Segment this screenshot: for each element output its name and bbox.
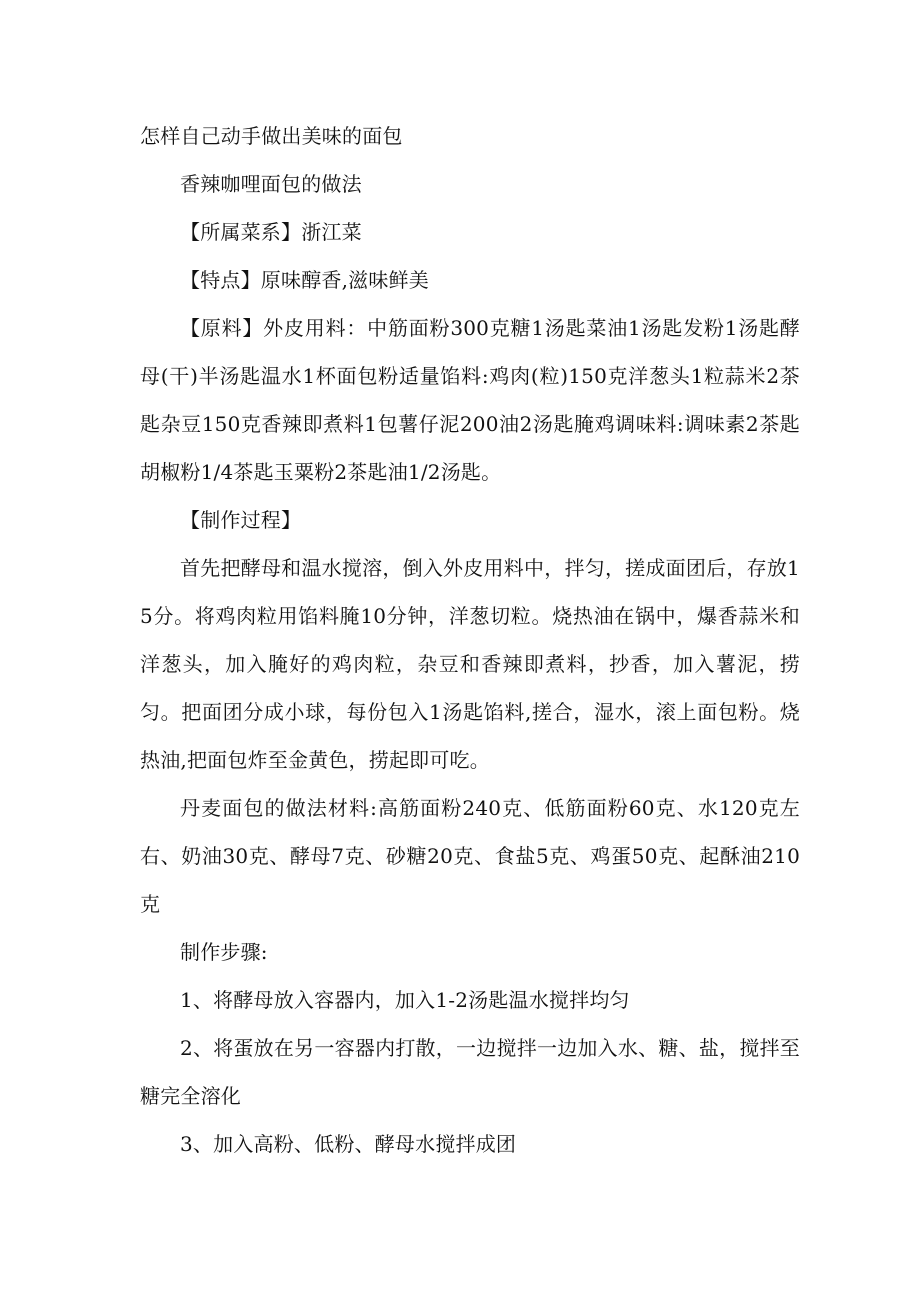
step-2: 2、将蛋放在另一容器内打散，一边搅拌一边加入水、糖、盐，搅拌至糖完全溶化 [140,1036,800,1108]
step-3: 3、加入高粉、低粉、酵母水搅拌成团 [180,1132,517,1156]
steps-heading: 制作步骤: [180,940,268,964]
danish-bread-materials: 丹麦面包的做法材料:高筋面粉240克、低筋面粉60克、水120克左右、奶油30克、酵母7克、砂糖20克、食盐5克、鸡蛋50克、起酥油210克 [140,796,800,916]
document-content [140,112,800,1168]
process-paragraph: 首先把酵母和温水搅溶，倒入外皮用料中，拌匀，搓成面团后，存放15分。将鸡肉粒用馅料腌10分钟，洋葱切粒。烧热油在锅中，爆香蒜米和洋葱头，加入腌好的鸡肉粒，杂豆和香辣即煮料，抄香，加入薯泥，捞匀。把面团分成小球，每份包入1汤匙馅料,搓合，湿水，滚上面包粉。烧热油,把面包炸至金黄色，捞起即可吃。 [140,556,800,772]
ingredients-paragraph: 【原料】外皮用料：中筋面粉300克糖1汤匙菜油1汤匙发粉1汤匙酵母(干)半汤匙温水1杯面包粉适量馅料:鸡肉(粒)150克洋葱头1粒蒜米2茶匙杂豆150克香辣即煮料1包薯仔泥200油2汤匙腌鸡调味料:调味素2茶匙胡椒粉1/4茶匙玉粟粉2茶匙油1/2汤匙。 [140,316,800,484]
recipe-title-curry-bread: 香辣咖哩面包的做法 [180,172,362,196]
document-title: 怎样自己动手做出美味的面包 [140,124,403,148]
step-1: 1、将酵母放入容器内，加入1-2汤匙温水搅拌均匀 [180,988,630,1012]
process-heading: 【制作过程】 [180,508,302,532]
feature-line: 【特点】原味醇香,滋味鲜美 [180,268,429,292]
cuisine-line: 【所属菜系】浙江菜 [180,220,362,244]
